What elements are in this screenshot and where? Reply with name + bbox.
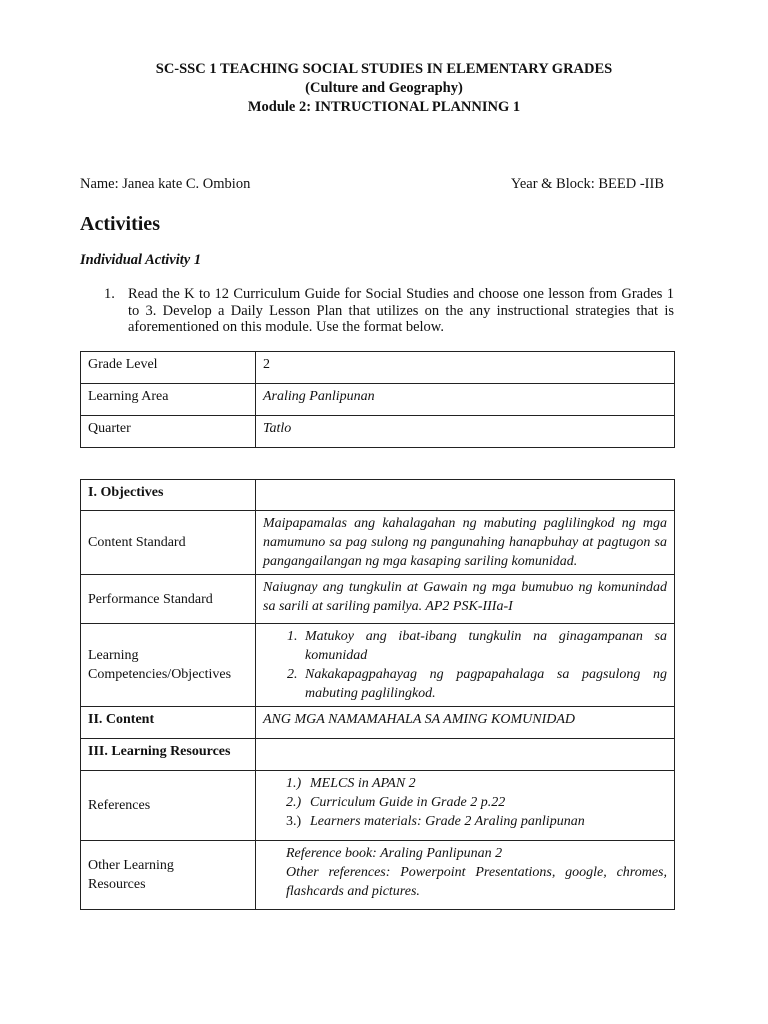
lesson-plan-table (80, 479, 675, 910)
learning-area-value: Araling Panlipunan (256, 384, 675, 416)
instruction-item (104, 286, 674, 336)
grade-level-label: Grade Level (81, 352, 256, 384)
competencies-label-line: Competencies/Objectives (88, 667, 232, 682)
learning-area-label: Learning Area (81, 384, 256, 416)
list-item: 1. Matukoy ang ibat-ibang tungkulin na ginagampanan sa komunidad (301, 627, 667, 665)
student-info-row (80, 176, 664, 193)
content-value: ANG MGA NAMAMAHALA SA AMING KOMUNIDAD (256, 707, 675, 739)
quarter-label: Quarter (81, 416, 256, 448)
references-value (256, 771, 675, 841)
reference-number: 1.) (286, 776, 302, 791)
reference-number: 2.) (286, 795, 302, 810)
list-item (286, 793, 667, 812)
other-resources-label (81, 841, 256, 910)
document-header (0, 60, 768, 117)
resources-heading: III. Learning Resources (81, 739, 256, 771)
table-row (81, 739, 675, 771)
table-row (81, 416, 675, 448)
performance-standard-label: Performance Standard (81, 575, 256, 624)
table-row (81, 511, 675, 575)
table-row (81, 707, 675, 739)
performance-standard-value: Naiugnay ang tungkulin at Gawain ng mga bumubuo ng komunindad sa sarili at sariling pamilya. AP2 PSK-IIIa-I (256, 575, 675, 624)
reference-text: Learners materials: Grade 2 Araling panlipunan (310, 814, 585, 829)
table-row (81, 624, 675, 707)
empty-cell (256, 739, 675, 771)
year-block: Year & Block: BEED -IIB (510, 176, 664, 192)
lesson-info-table (80, 351, 675, 448)
list-item: 2. Nakakapagpahayag ng pagpapahalaga sa pagsulong ng mabuting paglilingkod. (301, 665, 667, 703)
table-row (81, 480, 675, 511)
instruction-number: 1. (104, 286, 115, 302)
table-row (81, 384, 675, 416)
table-row (81, 841, 675, 910)
content-standard-value: Maipapamalas ang kahalagahan ng mabuting paglilingkod ng mga namumuno sa pag sulong ng pangunahing hanapbuhay at pagtugon sa pangangailangan ng mga kasaping sariling komunidad. (256, 511, 675, 575)
other-resources-value (256, 841, 675, 910)
content-standard-label: Content Standard (81, 511, 256, 575)
competencies-label-line: Learning (88, 648, 139, 663)
course-title: SC-SSC 1 TEACHING SOCIAL STUDIES IN ELEMENTARY GRADES (155, 61, 613, 77)
content-heading: II. Content (81, 707, 256, 739)
section-title: Activities (80, 213, 160, 235)
other-resources-line: Other references: Powerpoint Presentations, google, chromes, flashcards and pictures. (286, 865, 667, 899)
list-item (286, 774, 667, 793)
module-title: Module 2: INTRUCTIONAL PLANNING 1 (247, 99, 521, 115)
competencies-value (256, 624, 675, 707)
objectives-heading: I. Objectives (81, 480, 256, 511)
other-resources-label-line: Resources (88, 877, 146, 892)
list-item (286, 812, 667, 831)
empty-cell (256, 480, 675, 511)
other-resources-line: Reference book: Araling Panlipunan 2 (286, 846, 503, 861)
grade-level-value: 2 (256, 352, 675, 384)
reference-number: 3.) (286, 814, 302, 829)
instruction-text: Read the K to 12 Curriculum Guide for Social Studies and choose one lesson from Grades 1 to 3. Develop a Daily Lesson Plan that utilizes on the any instructional strategies that is aforementioned on this module. Use the format below. (128, 286, 674, 335)
reference-text: MELCS in APAN 2 (310, 776, 416, 791)
table-row (81, 575, 675, 624)
activity-title: Individual Activity 1 (80, 252, 202, 268)
reference-text: Curriculum Guide in Grade 2 p.22 (310, 795, 506, 810)
competencies-label (81, 624, 256, 707)
references-label: References (81, 771, 256, 841)
student-name: Name: Janea kate C. Ombion (80, 176, 251, 192)
table-row (81, 771, 675, 841)
competencies-list (263, 627, 667, 703)
table-row (81, 352, 675, 384)
course-subtitle: (Culture and Geography) (305, 80, 463, 96)
quarter-value: Tatlo (256, 416, 675, 448)
other-resources-label-line: Other Learning (88, 858, 174, 873)
